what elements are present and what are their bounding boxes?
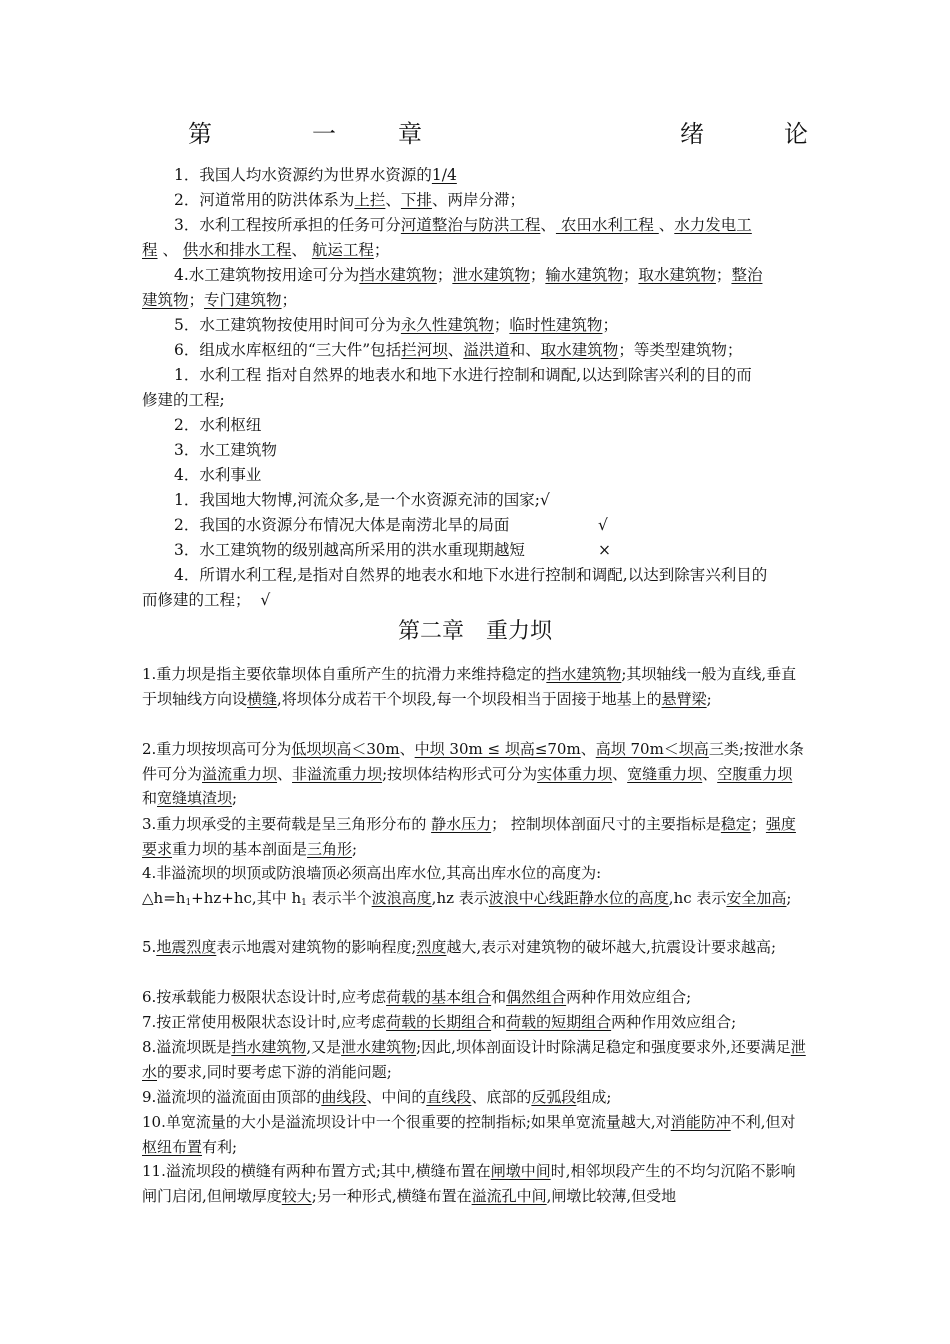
q-text: ;按坝体结构形式可分为 bbox=[382, 764, 538, 783]
answer: 农田水利工程 bbox=[555, 216, 659, 234]
q-text: ; bbox=[352, 839, 358, 858]
q-text: ； bbox=[373, 241, 390, 259]
title-char: 第 bbox=[188, 120, 212, 148]
answer: 反弧段 bbox=[531, 1088, 577, 1106]
q-text: 两种作用效应组合; bbox=[566, 988, 692, 1006]
q-text: 11.溢流坝段的横缝有两种布置方式;其中,横缝布置在 bbox=[142, 1162, 491, 1180]
question-10 bbox=[142, 1110, 807, 1159]
fill-question-4-cont bbox=[142, 288, 807, 313]
q-text: 水工建筑物按用途可分为 bbox=[188, 266, 360, 284]
answer: 泄水建筑物 bbox=[452, 266, 530, 284]
judge-text: 2．我国的水资源分布情况大体是南涝北旱的局面 bbox=[174, 516, 510, 534]
answer: 实体重力坝 bbox=[537, 764, 613, 783]
q-text: 河道常用的防洪体系为 bbox=[199, 191, 355, 209]
q-text: 7.按正常使用极限状态设计时,应考虑 bbox=[142, 1013, 387, 1031]
q-text: ； bbox=[622, 266, 639, 284]
q-text: 两种作用效应组合; bbox=[611, 1013, 737, 1031]
q-text: 、 bbox=[277, 764, 293, 783]
q-text: ,将坝体分成若干个坝段,每一个坝段相当于固接于地基上的 bbox=[277, 689, 662, 708]
formula-text: +hz+hc,其中 h bbox=[191, 889, 302, 907]
q-text: 8.溢流坝既是 bbox=[142, 1038, 232, 1056]
answer: 强度要求 bbox=[142, 815, 796, 858]
q-text: 、两岸分滞； bbox=[431, 191, 525, 209]
judge-text: 3．水工建筑物的级别越高所采用的洪水重现期越短 bbox=[174, 541, 525, 559]
answer: 溢流孔中间 bbox=[471, 1186, 547, 1205]
answer: 悬臂梁 bbox=[661, 689, 707, 708]
chapter1-title bbox=[150, 118, 810, 150]
q-text: 表示半个 bbox=[306, 889, 372, 907]
answer: 荷载的基本组合 bbox=[386, 988, 492, 1006]
q-text: 和、 bbox=[509, 341, 541, 359]
q-text: 和 bbox=[491, 1013, 507, 1031]
q-text: 、 bbox=[447, 341, 464, 359]
answer: 烈度 bbox=[416, 938, 447, 956]
answer: 建筑物 bbox=[142, 291, 189, 309]
q-num: 6． bbox=[174, 341, 200, 359]
q-text: ； bbox=[602, 316, 618, 334]
term-4: 4．水利事业 bbox=[174, 466, 262, 484]
q-text: 、 bbox=[612, 764, 628, 783]
question-11 bbox=[142, 1159, 807, 1208]
answer: 挡水建筑物 bbox=[359, 266, 437, 284]
q-text: ； bbox=[750, 815, 766, 833]
answer: 专门建筑物 bbox=[204, 291, 282, 309]
answer: 横缝 bbox=[247, 689, 278, 708]
formula-subscript: 1 bbox=[301, 898, 307, 908]
answer: 供水和排水工程 bbox=[182, 241, 292, 259]
q-text: 5. bbox=[142, 938, 157, 956]
q-text: 6.按承载能力极限状态设计时,应考虑 bbox=[142, 988, 387, 1006]
answer: 河道整治与防洪工程 bbox=[400, 216, 541, 234]
title-char: 章 bbox=[398, 120, 422, 148]
q-text: ,又是 bbox=[306, 1038, 342, 1056]
answer: 安全加高 bbox=[726, 889, 787, 907]
q-text: 、中间的 bbox=[366, 1088, 427, 1106]
question-5 bbox=[142, 935, 807, 960]
q-text: 我国人均水资源约为世界水资源的 bbox=[199, 166, 432, 184]
formula-text: △h=h bbox=[142, 889, 186, 907]
answer: 溢洪道 bbox=[463, 341, 510, 359]
question-9 bbox=[142, 1085, 807, 1110]
answer: 上拦 bbox=[354, 191, 386, 209]
answer: 空腹重力坝 bbox=[717, 764, 793, 783]
q-text: 的要求,同时要考虑下游的消能问题; bbox=[157, 1062, 392, 1081]
term-3: 3．水工建筑物 bbox=[174, 441, 277, 459]
answer: 中坝 30m ≤ 坝高≤70m bbox=[414, 740, 581, 758]
q-text: 和 bbox=[142, 789, 158, 807]
q-text: ;另一种形式,横缝布置在 bbox=[311, 1186, 472, 1205]
fill-question-3-cont bbox=[142, 238, 807, 263]
q-text: 、底部的 bbox=[471, 1088, 532, 1106]
term-1-cont: 修建的工程; bbox=[142, 391, 225, 409]
answer: 三角形 bbox=[307, 839, 353, 858]
q-text: 和 bbox=[491, 988, 507, 1006]
q-text: 1.重力坝是指主要依靠坝体自重所产生的抗滑力来维持稳定的 bbox=[142, 665, 547, 683]
q-text: ； bbox=[281, 291, 298, 309]
answer: 闸墩中间 bbox=[490, 1162, 551, 1180]
question-2 bbox=[142, 737, 807, 811]
answer: 航运工程 bbox=[311, 241, 374, 259]
fill-question-6 bbox=[142, 338, 839, 363]
question-4: 4.非溢流坝的坝顶或防浪墙顶必须高出库水位,其高出库水位的高度为: bbox=[142, 864, 602, 882]
q-text: 有利; bbox=[202, 1137, 238, 1156]
q-text: ;其坝轴线一般为直线,垂直于坝轴线方向设 bbox=[142, 665, 797, 708]
question-7 bbox=[142, 1010, 807, 1035]
question-3 bbox=[142, 812, 807, 861]
q-text: ； 控制坝体剖面尺寸的主要指标是 bbox=[491, 815, 721, 833]
q-text: 、 bbox=[157, 241, 183, 259]
q-text: ; bbox=[232, 789, 238, 807]
answer: 下排 bbox=[400, 191, 432, 209]
answer: 泄水 bbox=[142, 1038, 806, 1081]
answer: 取水建筑物 bbox=[638, 266, 716, 284]
answer: 拦河坝 bbox=[401, 341, 448, 359]
answer: 非溢流重力坝 bbox=[292, 764, 383, 783]
formula-subscript: 1 bbox=[185, 898, 192, 908]
q-text: 水利工程按所承担的任务可分 bbox=[199, 216, 401, 234]
answer: 临时性建筑物 bbox=[509, 316, 603, 334]
fill-question-2 bbox=[142, 188, 839, 213]
question-1 bbox=[142, 662, 807, 711]
answer: 静水压力 bbox=[431, 815, 492, 833]
answer: 整治 bbox=[731, 266, 763, 284]
q-text: 重力坝的基本剖面是 bbox=[172, 839, 308, 858]
answer: 波浪中心线距静水位的高度 bbox=[488, 889, 669, 907]
q-text: 、 bbox=[291, 241, 312, 259]
q-text: 、 bbox=[540, 216, 556, 234]
q-text: ； bbox=[493, 316, 510, 334]
judge-4-cont: 而修建的工程； √ bbox=[142, 591, 271, 609]
title-char: 一 bbox=[312, 120, 336, 148]
answer: 地震烈度 bbox=[156, 938, 217, 956]
q-text: ; bbox=[706, 689, 712, 708]
q-text: ； bbox=[436, 266, 453, 284]
answer: 消能防冲 bbox=[670, 1113, 731, 1131]
q-text: 越大,表示对建筑物的破坏越大,抗震设计要求越高; bbox=[446, 938, 776, 956]
judge-mark: × bbox=[598, 541, 611, 559]
q-text: ; bbox=[786, 889, 792, 907]
q-text: 3.重力坝承受的主要荷载是呈三角形分布的 bbox=[142, 815, 432, 833]
answer: 水力发电工 bbox=[674, 216, 752, 234]
q-text: 2.重力坝按坝高可分为 bbox=[142, 740, 292, 758]
q-text: 三类;按泄水条件可分为 bbox=[142, 740, 804, 783]
answer: 较大 bbox=[281, 1186, 312, 1205]
chapter2-title: 第二章 重力坝 bbox=[397, 619, 552, 644]
q-text: 组成水库枢纽的“三大件”包括 bbox=[199, 341, 402, 359]
q-text: ； bbox=[715, 266, 732, 284]
q-text: 、 bbox=[580, 740, 596, 758]
q-text: 、 bbox=[385, 191, 401, 209]
fill-question-3 bbox=[142, 213, 839, 238]
answer: 宽缝重力坝 bbox=[627, 764, 703, 783]
q-text: 、 bbox=[399, 740, 415, 758]
title-char: 绪 bbox=[680, 120, 704, 148]
answer: 低坝坝高＜30m bbox=[291, 740, 400, 758]
answer: 稳定 bbox=[720, 815, 751, 833]
fill-question-1 bbox=[142, 163, 839, 188]
q-num: 1． bbox=[174, 166, 200, 184]
answer: 荷载的短期组合 bbox=[506, 1013, 612, 1031]
q-text: 水工建筑物按使用时间可分为 bbox=[199, 316, 401, 334]
q-num: 5． bbox=[174, 316, 200, 334]
q-text: ；等类型建筑物； bbox=[618, 341, 743, 359]
answer: 泄水建筑物 bbox=[341, 1038, 417, 1056]
term-1: 1．水利工程 指对自然界的地表水和地下水进行控制和调配,以达到除害兴利的目的而 bbox=[174, 366, 752, 384]
answer: 取水建筑物 bbox=[540, 341, 619, 359]
q-text: 9.溢流坝的溢流面由顶部的 bbox=[142, 1088, 322, 1106]
answer: 挡水建筑物 bbox=[231, 1038, 307, 1056]
answer: 输水建筑物 bbox=[545, 266, 623, 284]
answer: 波浪高度 bbox=[371, 889, 432, 907]
judge-2 bbox=[142, 513, 839, 538]
term-2: 2．水利枢纽 bbox=[174, 416, 262, 434]
q-text: 不利,但对 bbox=[730, 1113, 796, 1131]
q-text: ;因此,坝体剖面设计时除满足稳定和强度要求外,还要满足 bbox=[416, 1038, 791, 1056]
answer: 宽缝填渣坝 bbox=[157, 789, 233, 807]
judge-4: 4．所谓水利工程,是指对自然界的地表水和地下水进行控制和调配,以达到除害兴利目的 bbox=[174, 566, 768, 584]
q-text: 、 bbox=[658, 216, 675, 234]
question-8 bbox=[142, 1035, 807, 1084]
fill-question-4 bbox=[142, 263, 839, 288]
q-text: ； bbox=[188, 291, 205, 309]
q-text: 表示地震对建筑物的影响程度; bbox=[216, 938, 417, 956]
judge-3 bbox=[142, 538, 839, 563]
q-text: 10.单宽流量的大小是溢流坝设计中一个很重要的控制指标;如果单宽流量越大,对 bbox=[142, 1113, 671, 1131]
title-char: 论 bbox=[784, 120, 808, 148]
answer: 挡水建筑物 bbox=[546, 665, 622, 683]
answer: 溢流重力坝 bbox=[202, 764, 278, 783]
q-num: 4. bbox=[174, 266, 189, 284]
answer: 程 bbox=[142, 241, 158, 259]
q-text: ,hz 表示 bbox=[431, 889, 489, 907]
q-text: 、 bbox=[702, 764, 718, 783]
q-num: 3． bbox=[174, 216, 200, 234]
q-text: ,闸墩比较薄,但受地 bbox=[546, 1186, 677, 1205]
q-text: ； bbox=[529, 266, 546, 284]
question-6 bbox=[142, 985, 807, 1010]
answer: 直线段 bbox=[426, 1088, 472, 1106]
answer: 曲线段 bbox=[321, 1088, 367, 1106]
judge-mark: √ bbox=[598, 516, 608, 534]
answer: 1/4 bbox=[431, 166, 457, 184]
q-text: 组成; bbox=[576, 1088, 612, 1106]
q-num: 2． bbox=[174, 191, 200, 209]
answer: 高坝 70m＜坝高 bbox=[595, 740, 709, 758]
fill-question-5 bbox=[142, 313, 839, 338]
judge-1: 1．我国地大物博,河流众多,是一个水资源充沛的国家;√ bbox=[174, 491, 550, 509]
answer: 偶然组合 bbox=[506, 988, 567, 1006]
q-text: ,hc 表示 bbox=[668, 889, 727, 907]
answer: 永久性建筑物 bbox=[400, 316, 494, 334]
question-4-formula bbox=[142, 886, 807, 916]
q-text: 时,相邻坝段产生的不均匀沉陷不影响闸门启闭,但闸墩厚度 bbox=[142, 1162, 796, 1205]
answer: 荷载的长期组合 bbox=[386, 1013, 492, 1031]
answer: 枢纽布置 bbox=[142, 1137, 203, 1156]
